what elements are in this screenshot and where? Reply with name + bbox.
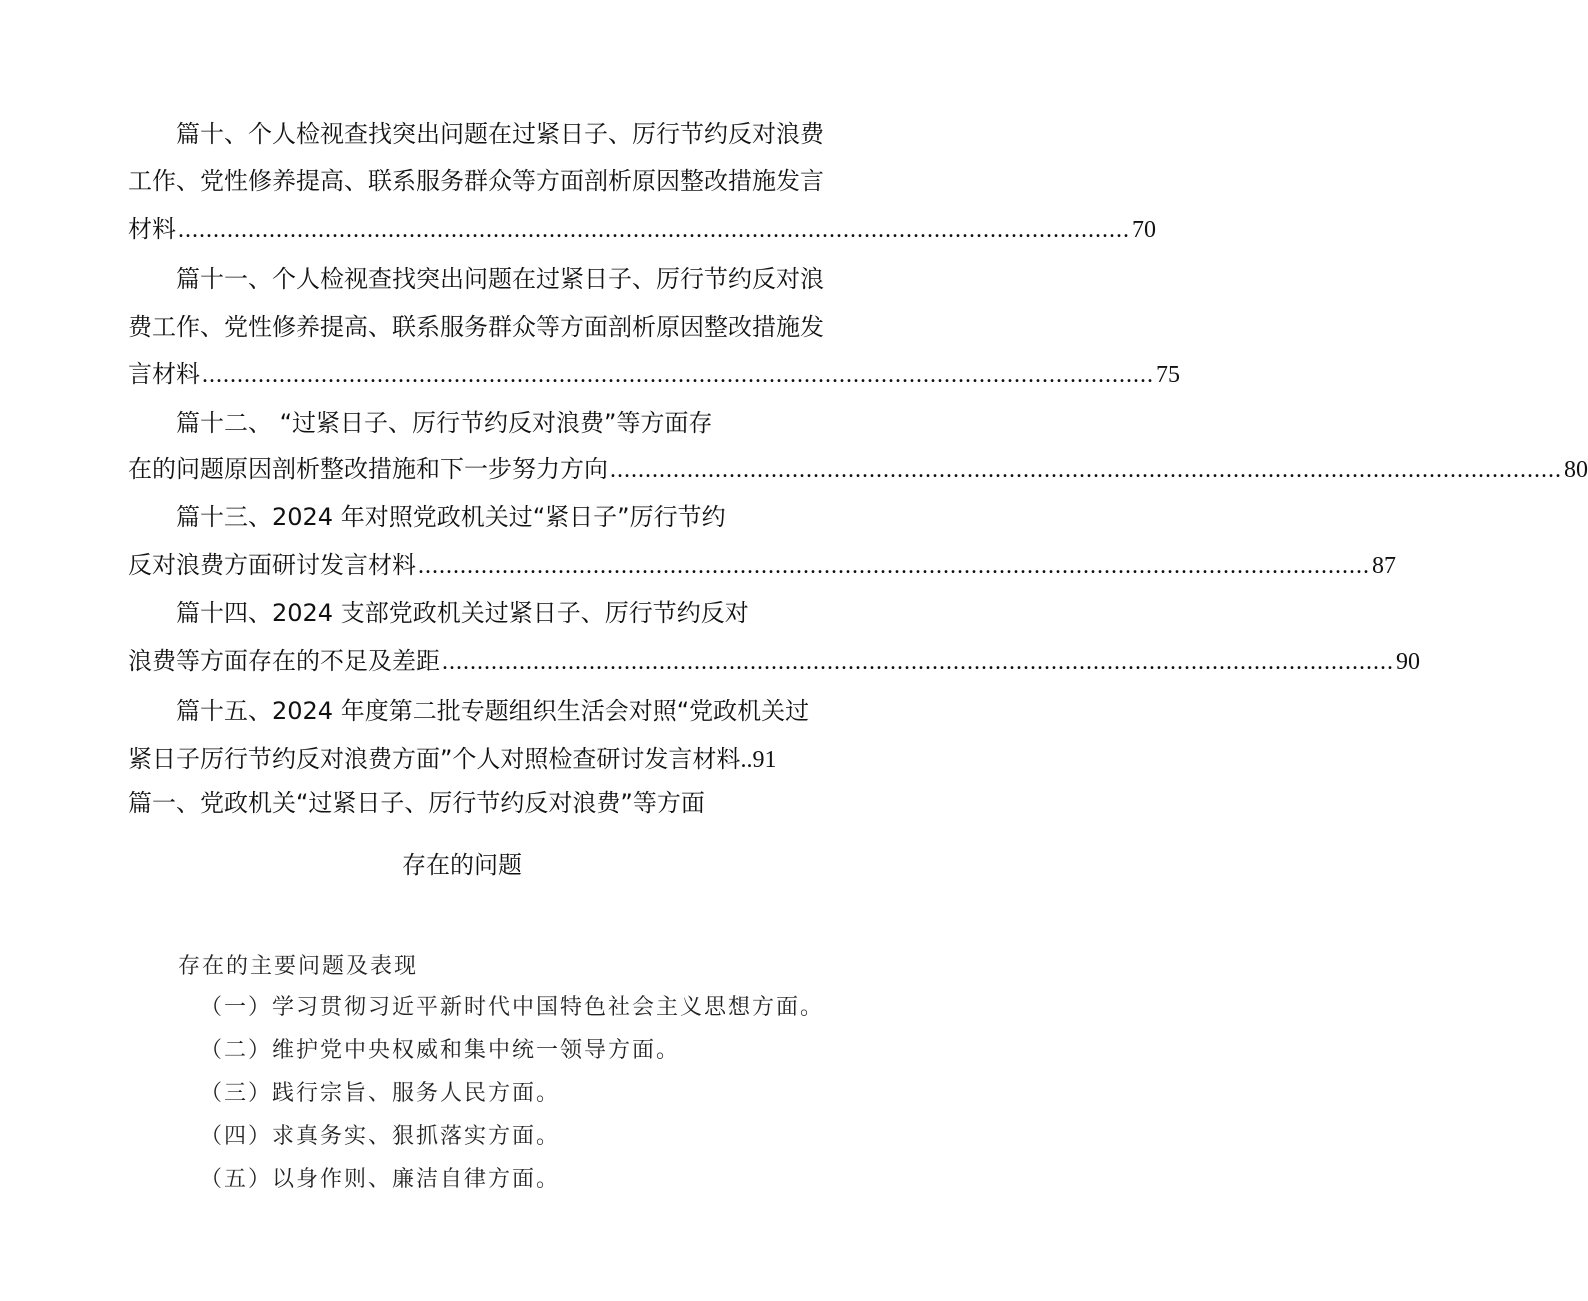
toc-entry-10-line-1[interactable]: 篇十、个人检视查找突出问题在过紧日子、厉行节约反对浪费	[176, 120, 824, 148]
toc-entry-10-line-3: 材料	[128, 215, 176, 243]
toc-entry-15-page: ..91	[740, 747, 777, 773]
dot-leader: ........................................................................................................................................	[202, 362, 1154, 388]
toc-entry-14-page: 90	[1396, 649, 1420, 675]
toc-entry-15-line-2-row[interactable]	[128, 736, 808, 782]
dot-leader: ........................................................................................................................................	[610, 457, 1562, 483]
toc-entry-14-leader[interactable]	[128, 638, 1420, 684]
toc-entry-14-line-2: 浪费等方面存在的不足及差距	[128, 647, 440, 675]
dot-leader: ........................................................................................................................................	[178, 217, 1130, 243]
toc-entry-15-line-2: 紧日子厉行节约反对浪费方面”个人对照检查研讨发言材料	[128, 745, 741, 773]
toc-entry-11-line-3: 言材料	[128, 360, 200, 388]
toc-entry-11-page: 75	[1156, 362, 1180, 388]
toc-entry-15-line-1[interactable]: 篇十五、2024 年度第二批专题组织生活会对照“党政机关过	[176, 697, 810, 725]
toc-entry-11-line-1[interactable]: 篇十一、个人检视查找突出问题在过紧日子、厉行节约反对浪	[176, 265, 824, 293]
toc-entry-10-page: 70	[1132, 217, 1156, 243]
list-item: （五）以身作则、廉洁自律方面。	[200, 1167, 561, 1192]
list-item: （四）求真务实、狠抓落实方面。	[200, 1124, 561, 1149]
section-subtitle: 存在的主要问题及表现	[178, 954, 419, 979]
list-item: （一）学习贯彻习近平新时代中国特色社会主义思想方面。	[200, 995, 825, 1020]
toc-entry-10-leader[interactable]	[128, 206, 1156, 252]
toc-entry-13-line-2: 反对浪费方面研讨发言材料	[128, 551, 416, 579]
toc-entry-13-line-1[interactable]: 篇十三、2024 年对照党政机关过“紧日子”厉行节约	[176, 503, 726, 531]
toc-entry-14-line-1[interactable]: 篇十四、2024 支部党政机关过紧日子、厉行节约反对	[176, 599, 749, 627]
toc-entry-10-line-2[interactable]: 工作、党性修养提高、联系服务群众等方面剖析原因整改措施发言	[128, 167, 824, 195]
dot-leader: ........................................................................................................................................	[418, 553, 1370, 579]
dot-leader: ........................................................................................................................................	[442, 649, 1394, 675]
toc-entry-11-line-2[interactable]: 费工作、党性修养提高、联系服务群众等方面剖析原因整改措施发	[128, 313, 824, 341]
toc-entry-11-leader[interactable]	[128, 351, 1180, 397]
article-title-line-2: 存在的问题	[402, 851, 522, 879]
toc-entry-13-leader[interactable]	[128, 542, 1396, 588]
article-title-line-1: 篇一、党政机关“过紧日子、厉行节约反对浪费”等方面	[128, 789, 705, 817]
list-item: （三）践行宗旨、服务人民方面。	[200, 1081, 561, 1106]
toc-entry-12-line-2: 在的问题原因剖析整改措施和下一步努力方向	[128, 455, 608, 483]
toc-entry-12-line-1[interactable]: 篇十二、 “过紧日子、厉行节约反对浪费”等方面存	[176, 409, 713, 437]
toc-entry-13-page: 87	[1372, 553, 1396, 579]
toc-entry-12-leader[interactable]	[128, 446, 1588, 492]
toc-entry-12-page: 80	[1564, 457, 1588, 483]
list-item: （二）维护党中央权威和集中统一领导方面。	[200, 1038, 681, 1063]
